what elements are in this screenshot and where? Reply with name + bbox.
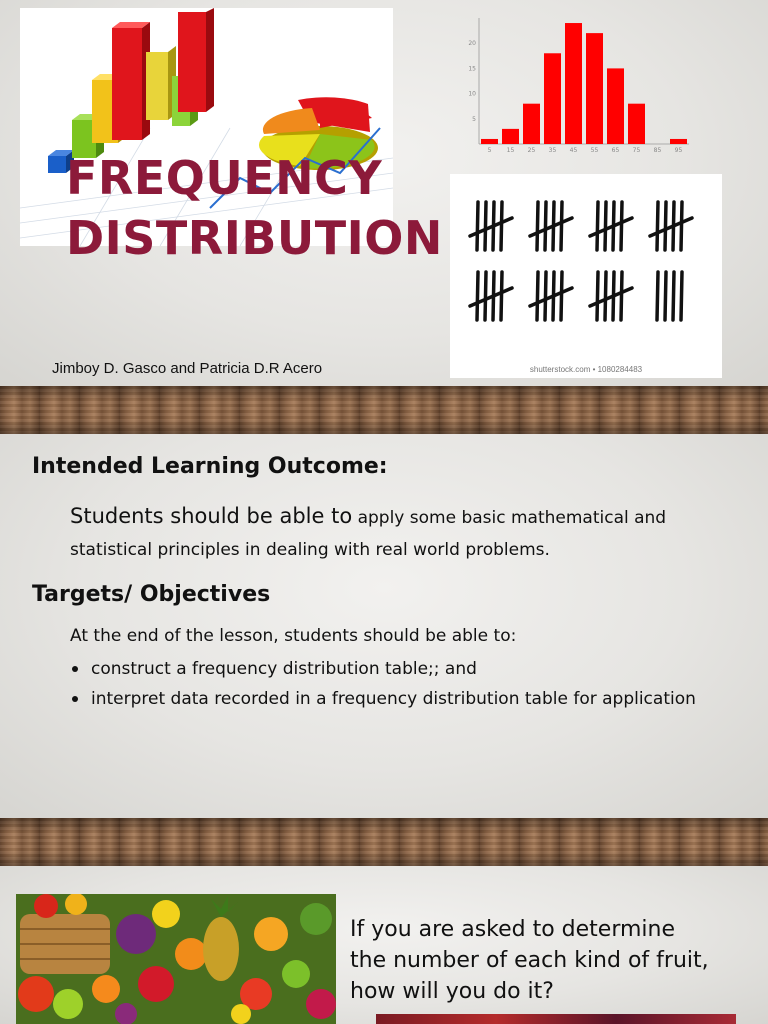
histogram-chart [465,14,695,154]
tally-stroke [673,272,674,320]
slide-title [0,0,768,386]
histogram-x-tick: 35 [548,147,557,154]
fruit-question: If you are asked to determine the number of each kind of fruit, how will you do it? [350,917,709,1004]
histogram-x-tick: 85 [653,147,662,154]
histogram-x-tick: 95 [674,147,683,154]
tally-stroke [477,272,478,320]
histogram-x-tick: 25 [527,147,536,154]
objectives-list [70,654,720,714]
tally-group [657,272,682,320]
histogram-bar [502,129,519,144]
tally-stroke [545,202,546,250]
ilo-rest: apply some basic mathematical and statistical principles in dealing with real world problems. [70,508,667,560]
tally-stroke [501,272,502,320]
histogram-x-tick: 75 [632,147,641,154]
ilo-paragraph [70,500,750,566]
histogram-x-tick: 65 [611,147,620,154]
tally-group [530,202,572,250]
ilo-lead: Students should be able to [70,504,353,528]
title-line-1: FREQUENCY [66,151,383,205]
tally-stroke [621,202,622,250]
objectives-intro: At the end of the lesson, students should be able to: [70,626,517,646]
tally-stroke [561,202,562,250]
histogram-bar [670,139,687,144]
tally-stroke [681,272,682,320]
tally-stroke [621,272,622,320]
fruits-image [16,894,336,1024]
tally-image-caption: shutterstock.com • 1080284483 [529,365,643,374]
tally-stroke [665,202,666,250]
histogram-bar [586,33,603,144]
tally-stroke [597,272,598,320]
histogram-x-tick: 15 [506,147,515,154]
tally-stroke [485,272,486,320]
histogram-x-tick: 5 [487,147,492,154]
slide-learning-outcome [0,434,768,818]
histogram-y-tick: 15 [468,65,476,73]
tally-group [650,202,692,250]
title-line-2: DISTRIBUTION [66,211,443,265]
authors: Jimboy D. Gasco and Patricia D.R Acero [52,360,323,377]
tally-stroke [545,272,546,320]
tally-stroke [501,202,502,250]
objective-item: construct a frequency distribution table;; and [70,654,720,684]
histogram-y-tick: 20 [468,40,476,48]
slide-fruit-question [0,866,768,1024]
tally-marks-image [450,174,722,378]
tally-stroke [537,272,538,320]
histogram-bar [628,104,645,144]
histogram-x-tick: 55 [590,147,599,154]
histogram-bar [565,23,582,144]
tally-stroke [605,202,606,250]
tally-group [470,272,512,320]
histogram-bar [607,68,624,144]
tally-stroke [605,272,606,320]
tally-group [590,202,632,250]
histogram-bar [481,139,498,144]
histogram-y-tick: 10 [468,90,476,98]
tally-stroke [561,272,562,320]
tally-stroke [665,272,666,320]
tally-stroke [681,202,682,250]
berries-image [376,1014,736,1024]
histogram-x-tick: 45 [569,147,578,154]
ilo-heading: Intended Learning Outcome: [32,454,388,479]
tally-group [530,272,572,320]
tally-stroke [537,202,538,250]
histogram-y-tick: 5 [472,115,476,123]
wood-divider [0,818,768,866]
objectives-heading: Targets/ Objectives [32,582,271,607]
histogram-bar [523,104,540,144]
tally-stroke [657,202,658,250]
slide-title-text [66,148,486,268]
tally-stroke [597,202,598,250]
histogram-bar [544,53,561,144]
wood-divider [0,386,768,434]
tally-group [590,272,632,320]
objective-item: interpret data recorded in a frequency distribution table for application [70,684,720,714]
tally-stroke [657,272,658,320]
